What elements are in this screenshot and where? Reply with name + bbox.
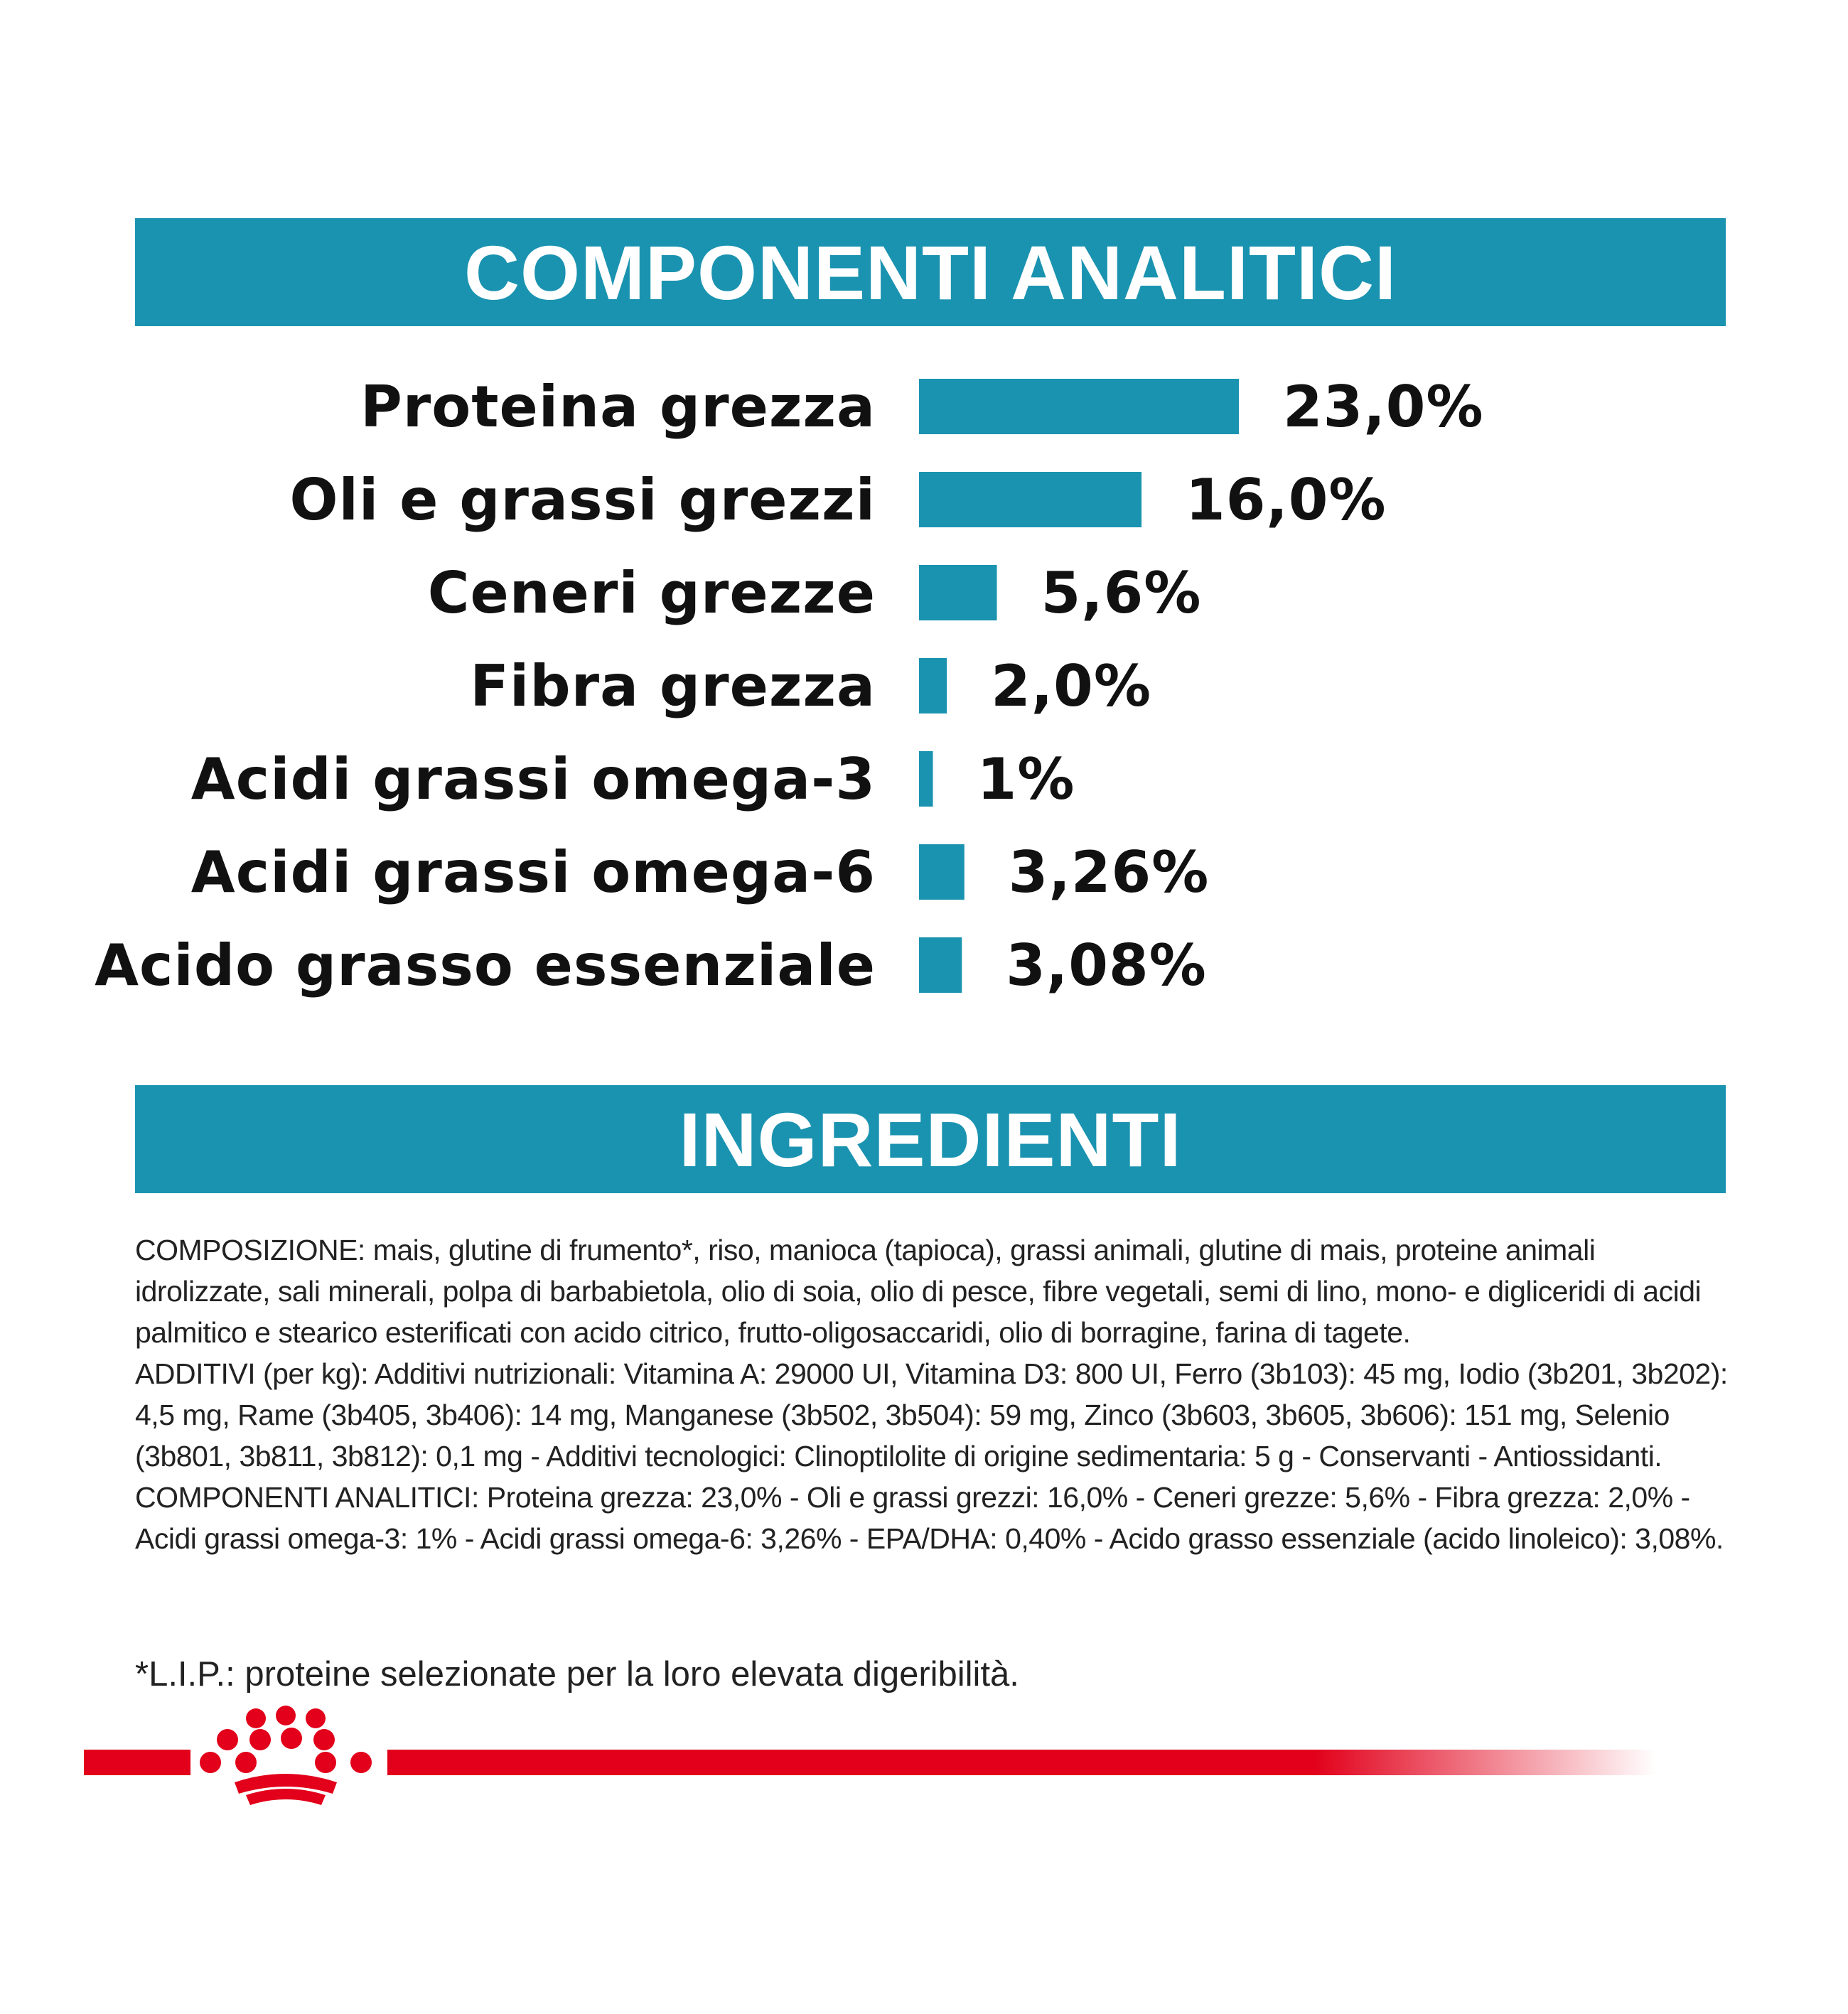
value-label: 23,0% xyxy=(1283,374,1484,440)
bar xyxy=(919,379,1239,434)
royal-canin-crown-icon xyxy=(200,1706,372,1805)
value-label: 1% xyxy=(977,746,1075,812)
section-header-ingredients: INGREDIENTI xyxy=(135,1085,1726,1193)
bar xyxy=(919,658,947,713)
value-label: 16,0% xyxy=(1186,467,1387,533)
bar xyxy=(919,472,1141,527)
category-label: Proteina grezza xyxy=(360,374,876,440)
value-label: 2,0% xyxy=(991,653,1152,719)
category-label: Acido grasso essenziale xyxy=(95,932,876,998)
value-label: 3,26% xyxy=(1008,839,1210,905)
bar xyxy=(919,844,965,900)
ingredients-text xyxy=(135,1229,1734,1559)
category-label: Fibra grezza xyxy=(470,653,876,719)
section-header-analytic: COMPONENTI ANALITICI xyxy=(135,218,1726,326)
bar xyxy=(919,937,962,993)
category-label: Acidi grassi omega-3 xyxy=(190,746,876,812)
footnote: *L.I.P.: proteine selezionate per la loro elevata digeribilità. xyxy=(135,1655,1019,1693)
category-label: Oli e grassi grezzi xyxy=(289,467,876,533)
red-stripe-right xyxy=(387,1750,1656,1775)
brand-stripe xyxy=(0,1706,1848,1819)
bar xyxy=(919,751,933,807)
category-label: Acidi grassi omega-6 xyxy=(190,839,876,905)
analytic-paragraph: COMPONENTI ANALITICI: Proteina grezza: 23,0% - Oli e grassi grezzi: 16,0% - Ceneri grezze: 5,6% - Fibra grezza: 2,0% - Acidi grassi omega-3: 1% - Acidi grassi omega-6: 3,26% - EPA/DHA: 0,40% - Acido grasso essenziale (acido linoleico): 3,08%. xyxy=(135,1481,1724,1555)
value-label: 5,6% xyxy=(1041,560,1202,626)
additives-paragraph: ADDITIVI (per kg): Additivi nutrizionali: Vitamina A: 29000 UI, Vitamina D3: 800 UI, Ferro (3b103): 45 mg, Iodio (3b201, 3b202): 4,5 mg, Rame (3b405, 3b406): 14 mg, Manganese (3b502, 3b504): 59 mg, Zinco (3b603, 3b605, 3b606): 151 mg, Selenio (3b801, 3b811, 3b812): 0,1 mg - Additivi tecnologici: Clinoptilolite di origine sedimentaria: 5 g - Conservanti - Antiossidanti. xyxy=(135,1357,1728,1472)
value-label: 3,08% xyxy=(1006,932,1207,998)
category-label: Ceneri grezze xyxy=(427,560,876,626)
analytic-bar-chart xyxy=(0,370,1848,1023)
bar xyxy=(919,565,997,620)
composition-paragraph: COMPOSIZIONE: mais, glutine di frumento*, riso, manioca (tapioca), grassi animali, glutine di mais, proteine animali idrolizzate, sali minerali, polpa di barbabietola, olio di soia, olio di pesce, fibre vegetali, semi di lino, mono- e digliceridi di acidi palmitico e stearico esterificati con acido citrico, frutto-oligosaccaridi, olio di borragine, farina di tagete. xyxy=(135,1234,1702,1349)
red-stripe-left xyxy=(84,1750,190,1775)
